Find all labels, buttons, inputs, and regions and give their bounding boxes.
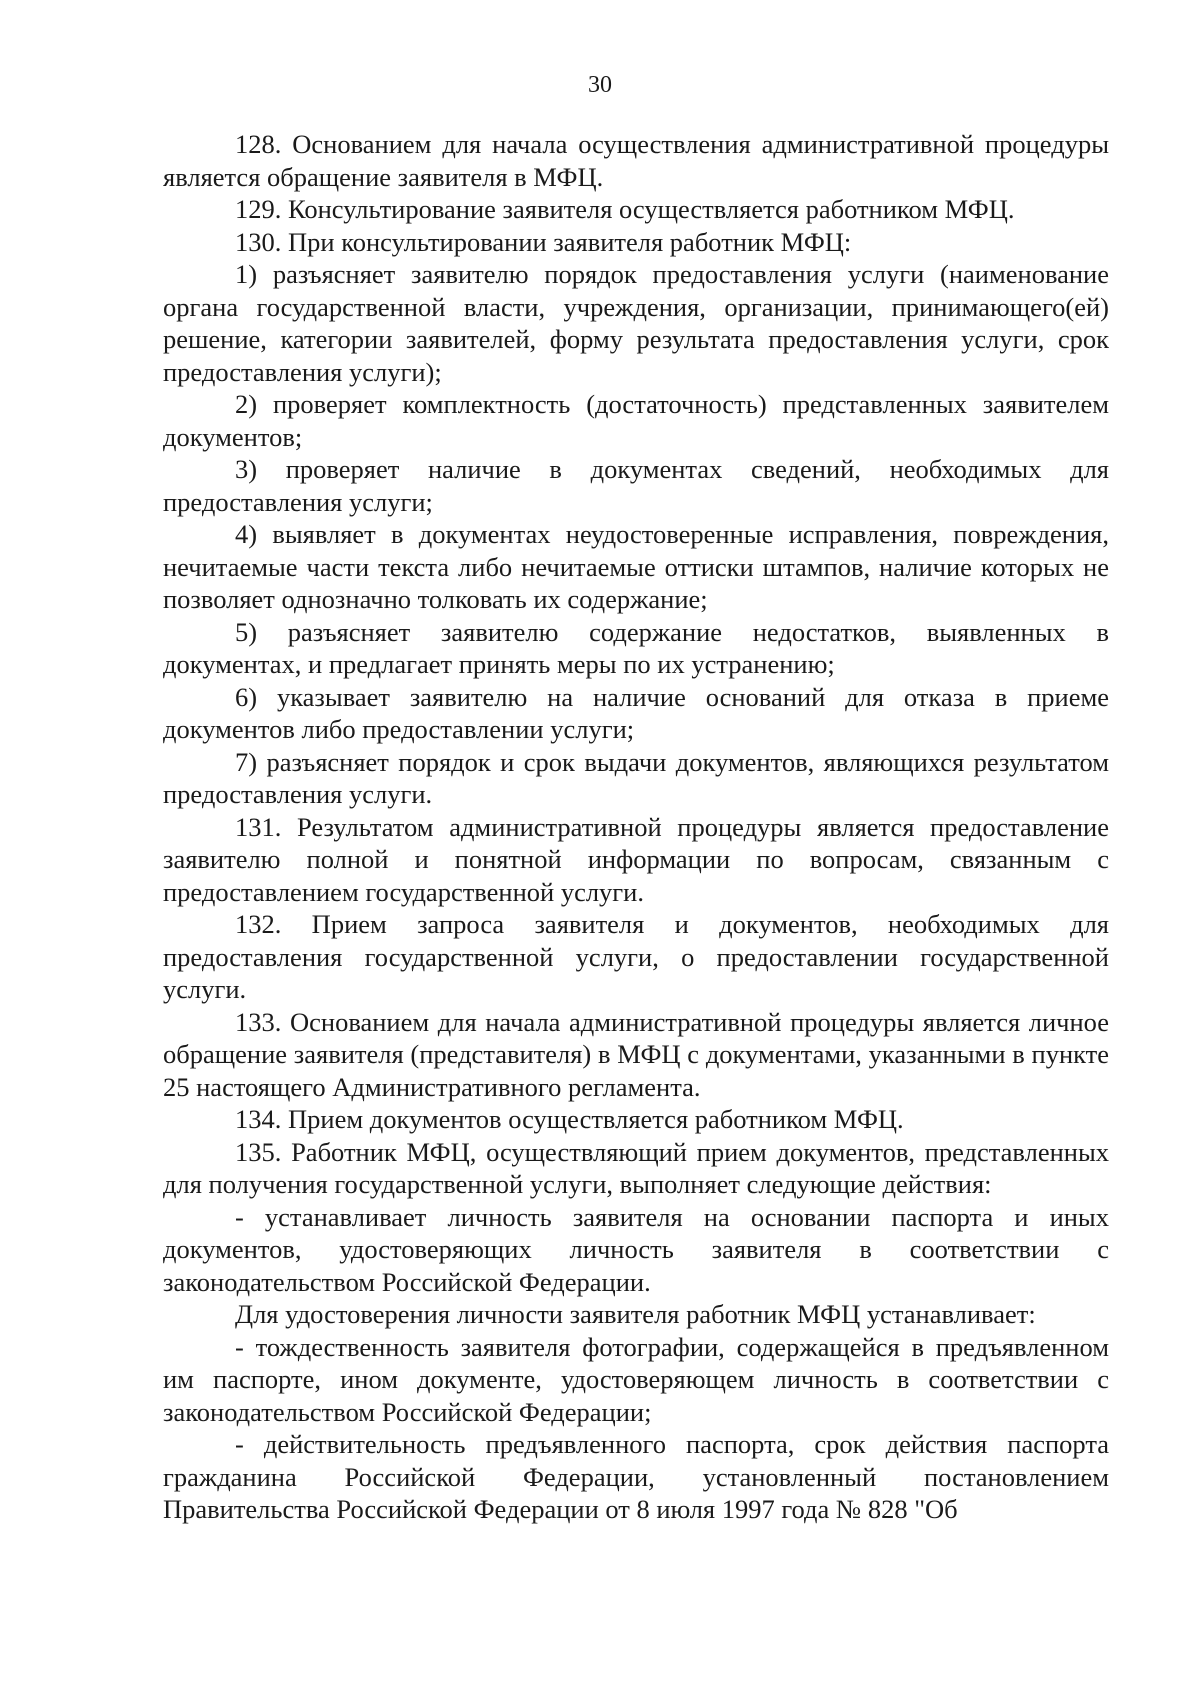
paragraph-131: 131. Результатом административной процедуры является предоставление заявителю полной и понятной информации по вопросам, связанным с предоставлением государственной услуги. [163,811,1109,907]
dash-item-passport-validity: - действительность предъявленного паспорта, срок действия паспорта гражданина Российской Федерации, установленный постановлением Правительства Российской Федерации от 8 июля 1997 года № 828 "Об [163,1429,1109,1524]
list-item-2: 2) проверяет комплектность (достаточность) представленных заявителем документов; [163,389,1109,452]
list-item-7: 7) разъясняет порядок и срок выдачи документов, являющихся результатом предоставления услуги. [163,746,1109,809]
list-item-4: 4) выявляет в документах неудостоверенные исправления, повреждения, нечитаемые части текста либо нечитаемые оттиски штампов, наличие которых не позволяет однозначно толковать их содержание; [163,519,1109,614]
list-item-6: 6) указывает заявителю на наличие оснований для отказа в приеме документов либо предоставлении услуги; [163,681,1109,744]
list-item-3: 3) проверяет наличие в документах сведений, необходимых для предоставления услуги; [163,454,1109,517]
paragraph-132: 132. Прием запроса заявителя и документов, необходимых для предоставления государственной услуги, о предоставлении государственной услуги. [163,909,1109,1004]
paragraph-133: 133. Основанием для начала административной процедуры является личное обращение заявителя (представителя) в МФЦ с документами, указанными в пункте 25 настоящего Административного регламента. [163,1006,1109,1102]
paragraph-135: 135. Работник МФЦ, осуществляющий прием документов, представленных для получения государственной услуги, выполняет следующие действия: [163,1136,1109,1199]
paragraph-identity-intro: Для удостоверения личности заявителя работник МФЦ устанавливает: [235,1299,1036,1329]
paragraph-129: 129. Консультирование заявителя осуществляется работником МФЦ. [235,194,1015,224]
paragraph-130: 130. При консультировании заявителя работник МФЦ: [235,226,852,257]
paragraph-128: 128. Основанием для начала осуществления административной процедуры является обращение заявителя в МФЦ. [163,129,1109,192]
dash-item-photo: - тождественность заявителя фотографии, содержащейся в предъявленном им паспорте, ином документе, удостоверяющем личность в соответствии с законодательством Российской Федерации; [163,1331,1109,1427]
page-number: 30 [588,72,612,98]
list-item-5: 5) разъясняет заявителю содержание недостатков, выявленных в документах, и предлагает принять меры по их устранению; [163,616,1109,679]
document-body [163,128,1109,1526]
dash-item-identity: - устанавливает личность заявителя на основании паспорта и иных документов, удостоверяющих личность заявителя в соответствии с законодательством Российской Федерации. [163,1201,1109,1297]
list-item-1: 1) разъясняет заявителю порядок предоставления услуги (наименование органа государственной власти, учреждения, организации, принимающего(ей) решение, категории заявителей, форму результата предоставления услуги, срок предоставления услуги); [163,259,1109,387]
paragraph-134: 134. Прием документов осуществляется работником МФЦ. [235,1104,904,1134]
